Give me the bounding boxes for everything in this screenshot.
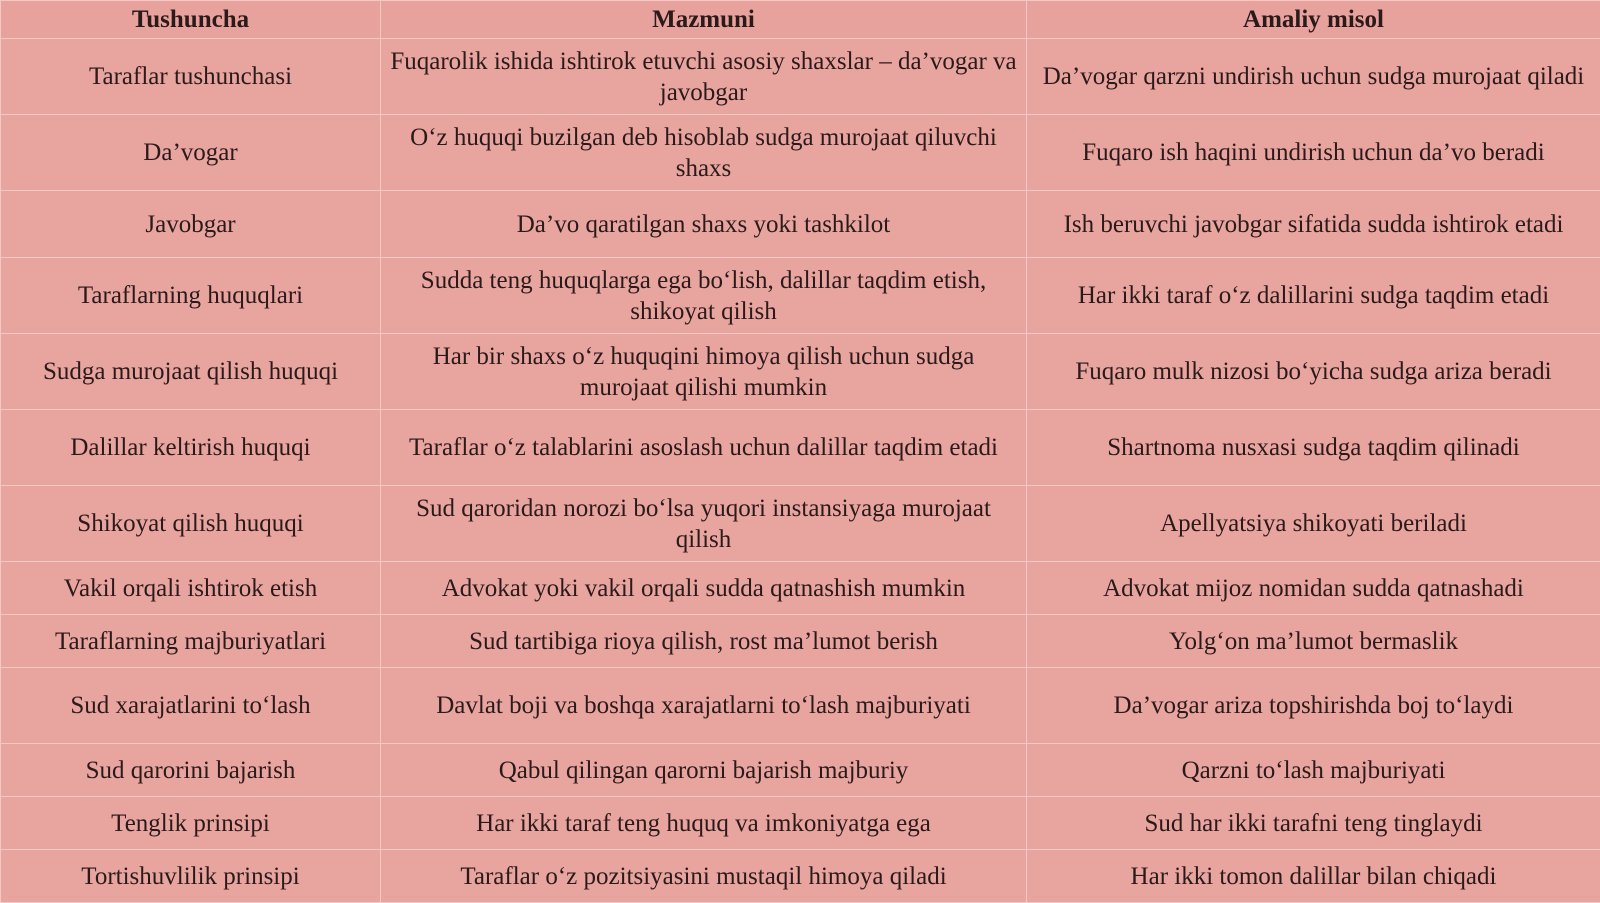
table-row [1, 410, 1600, 486]
cell-content: Da’vo qaratilgan shaxs yoki tashkilot [381, 191, 1027, 258]
table-row [1, 115, 1600, 191]
table-body [1, 39, 1600, 903]
cell-content: Fuqarolik ishida ishtirok etuvchi asosiy shaxslar – da’vogar va javobgar [381, 39, 1027, 115]
cell-content: Qabul qilingan qarorni bajarish majburiy [381, 744, 1027, 797]
cell-example: Ish beruvchi javobgar sifatida sudda ishtirok etadi [1027, 191, 1600, 258]
cell-concept: Sud xarajatlarini to‘lash [1, 668, 381, 744]
cell-content: Sud tartibiga rioya qilish, rost ma’lumot berish [381, 615, 1027, 668]
table-row [1, 615, 1600, 668]
table-row [1, 744, 1600, 797]
cell-concept: Dalillar keltirish huquqi [1, 410, 381, 486]
table-row [1, 39, 1600, 115]
table-header [1, 1, 1600, 39]
cell-example: Yolg‘on ma’lumot bermaslik [1027, 615, 1600, 668]
cell-content: Har bir shaxs o‘z huquqini himoya qilish uchun sudga murojaat qilishi mumkin [381, 334, 1027, 410]
header-example: Amaliy misol [1027, 1, 1600, 39]
cell-example: Fuqaro ish haqini undirish uchun da’vo beradi [1027, 115, 1600, 191]
table-row [1, 797, 1600, 850]
cell-concept: Javobgar [1, 191, 381, 258]
cell-content: Taraflar o‘z talablarini asoslash uchun dalillar taqdim etadi [381, 410, 1027, 486]
cell-example: Advokat mijoz nomidan sudda qatnashadi [1027, 562, 1600, 615]
cell-content: Har ikki taraf teng huquq va imkoniyatga ega [381, 797, 1027, 850]
header-row [1, 1, 1600, 39]
cell-content: Sud qaroridan norozi bo‘lsa yuqori instansiyaga murojaat qilish [381, 486, 1027, 562]
cell-example: Har ikki taraf o‘z dalillarini sudga taqdim etadi [1027, 258, 1600, 334]
cell-content: Advokat yoki vakil orqali sudda qatnashish mumkin [381, 562, 1027, 615]
table-row [1, 486, 1600, 562]
cell-example: Da’vogar qarzni undirish uchun sudga murojaat qiladi [1027, 39, 1600, 115]
cell-concept: Da’vogar [1, 115, 381, 191]
table-row [1, 850, 1600, 903]
cell-example: Fuqaro mulk nizosi bo‘yicha sudga ariza beradi [1027, 334, 1600, 410]
table-row [1, 562, 1600, 615]
cell-concept: Taraflarning majburiyatlari [1, 615, 381, 668]
table-row [1, 191, 1600, 258]
table-row [1, 668, 1600, 744]
cell-concept: Taraflar tushunchasi [1, 39, 381, 115]
table-row [1, 334, 1600, 410]
cell-concept: Sud qarorini bajarish [1, 744, 381, 797]
cell-example: Har ikki tomon dalillar bilan chiqadi [1027, 850, 1600, 903]
cell-concept: Shikoyat qilish huquqi [1, 486, 381, 562]
cell-concept: Tortishuvlilik prinsipi [1, 850, 381, 903]
cell-example: Qarzni to‘lash majburiyati [1027, 744, 1600, 797]
cell-example: Shartnoma nusxasi sudga taqdim qilinadi [1027, 410, 1600, 486]
cell-content: O‘z huquqi buzilgan deb hisoblab sudga murojaat qiluvchi shaxs [381, 115, 1027, 191]
cell-example: Apellyatsiya shikoyati beriladi [1027, 486, 1600, 562]
cell-concept: Tenglik prinsipi [1, 797, 381, 850]
cell-concept: Vakil orqali ishtirok etish [1, 562, 381, 615]
table-row [1, 258, 1600, 334]
cell-content: Taraflar o‘z pozitsiyasini mustaqil himoya qiladi [381, 850, 1027, 903]
cell-content: Davlat boji va boshqa xarajatlarni to‘lash majburiyati [381, 668, 1027, 744]
cell-concept: Sudga murojaat qilish huquqi [1, 334, 381, 410]
cell-content: Sudda teng huquqlarga ega bo‘lish, dalillar taqdim etish, shikoyat qilish [381, 258, 1027, 334]
header-content: Mazmuni [381, 1, 1027, 39]
cell-example: Da’vogar ariza topshirishda boj to‘laydi [1027, 668, 1600, 744]
cell-example: Sud har ikki tarafni teng tinglaydi [1027, 797, 1600, 850]
header-concept: Tushuncha [1, 1, 381, 39]
cell-concept: Taraflarning huquqlari [1, 258, 381, 334]
